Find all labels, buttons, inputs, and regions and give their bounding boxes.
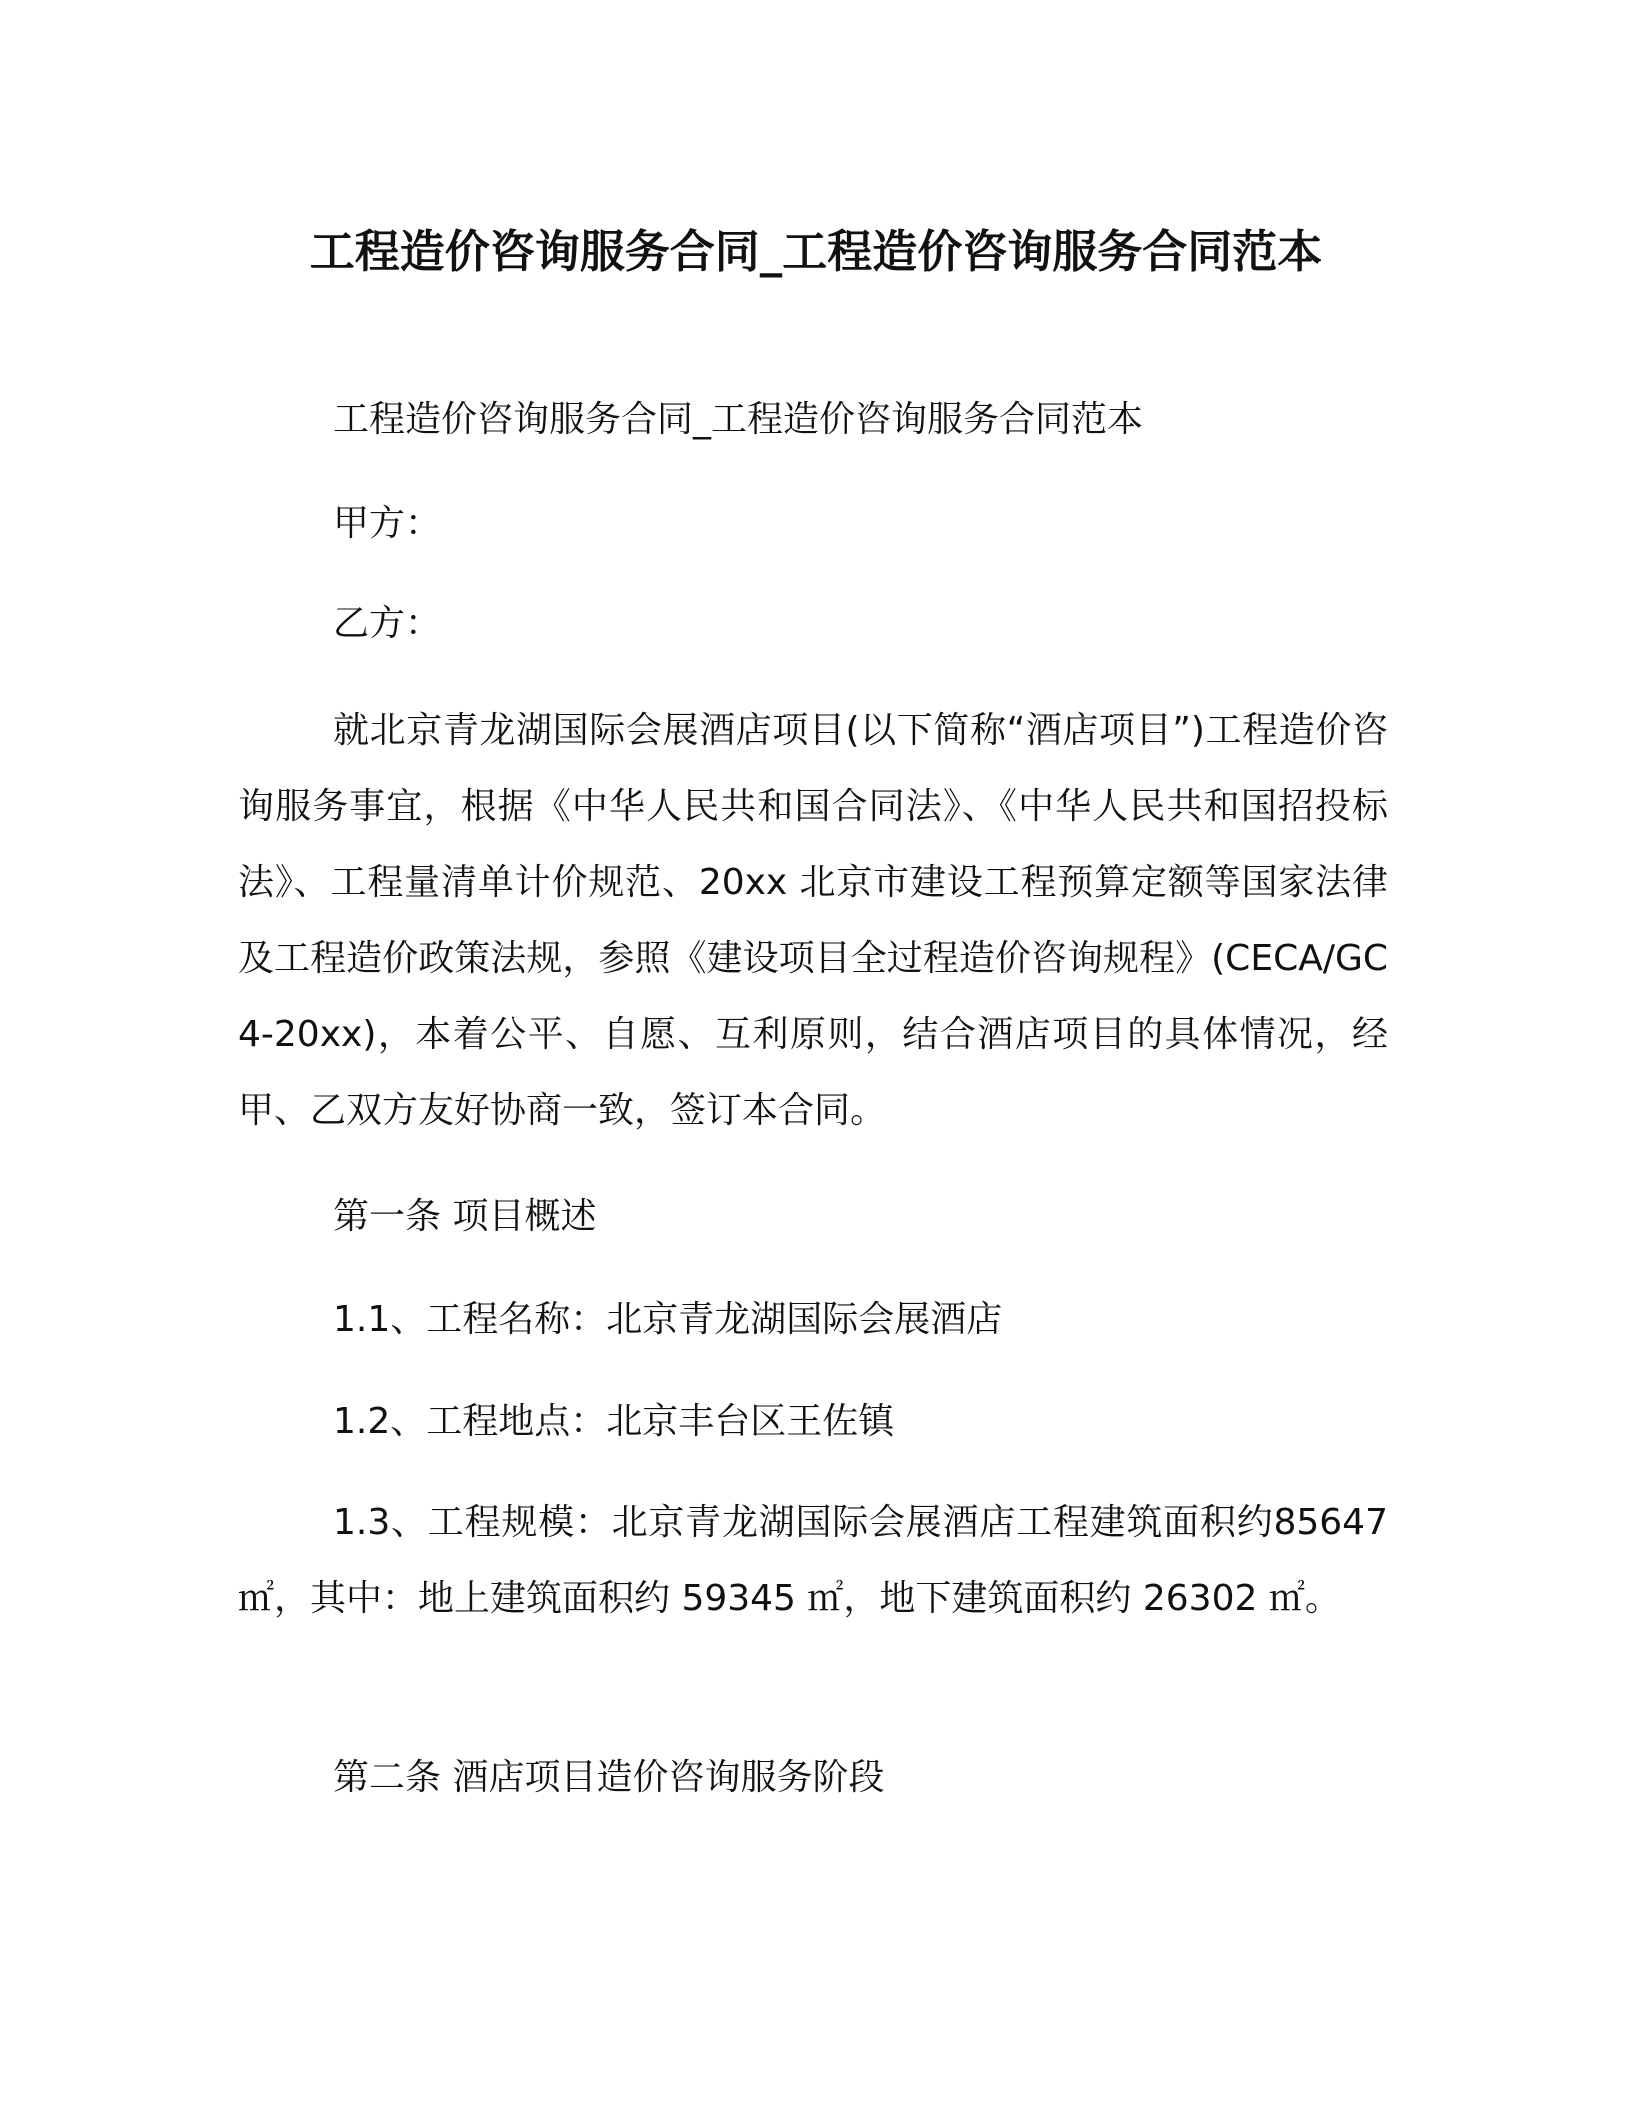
party-a-label: 甲方：	[333, 503, 442, 544]
item-1-3: 1.3、工程规模：北京青龙湖国际会展酒店工程建筑面积约85647 ㎡，其中：地上建筑面积约 59345 ㎡，地下建筑面积约 26302 ㎡。	[238, 1502, 1388, 1619]
document-title: 工程造价咨询服务合同_工程造价咨询服务合同范本	[309, 225, 1323, 278]
article-1-heading: 第一条 项目概述	[333, 1196, 597, 1237]
intro-paragraph: 就北京青龙湖国际会展酒店项目(以下简称“酒店项目”)工程造价咨询服务事宜，根据《中华人民共和国合同法》、《中华人民共和国招投标法》、工程量清单计价规范、20xx 北京市建设工程预算定额等国家法律及工程造价政策法规，参照《建设项目全过程造价咨询规程》(CECA/GC 4-20xx)，本着公平、自愿、互利原则，结合酒店项目的具体情况，经甲、乙双方友好协商一致，签订本合同。	[238, 710, 1388, 1131]
item-1-3-block	[238, 1485, 1388, 1637]
item-1-1: 1.1、工程名称：北京青龙湖国际会展酒店	[333, 1299, 1003, 1340]
intro-paragraph-block	[238, 693, 1388, 1149]
item-1-2: 1.2、工程地点：北京丰台区王佐镇	[333, 1401, 895, 1442]
article-2-heading: 第二条 酒店项目造价咨询服务阶段	[333, 1757, 885, 1798]
party-b-label: 乙方：	[333, 603, 442, 644]
document-subtitle: 工程造价咨询服务合同_工程造价咨询服务合同范本	[333, 399, 1144, 440]
